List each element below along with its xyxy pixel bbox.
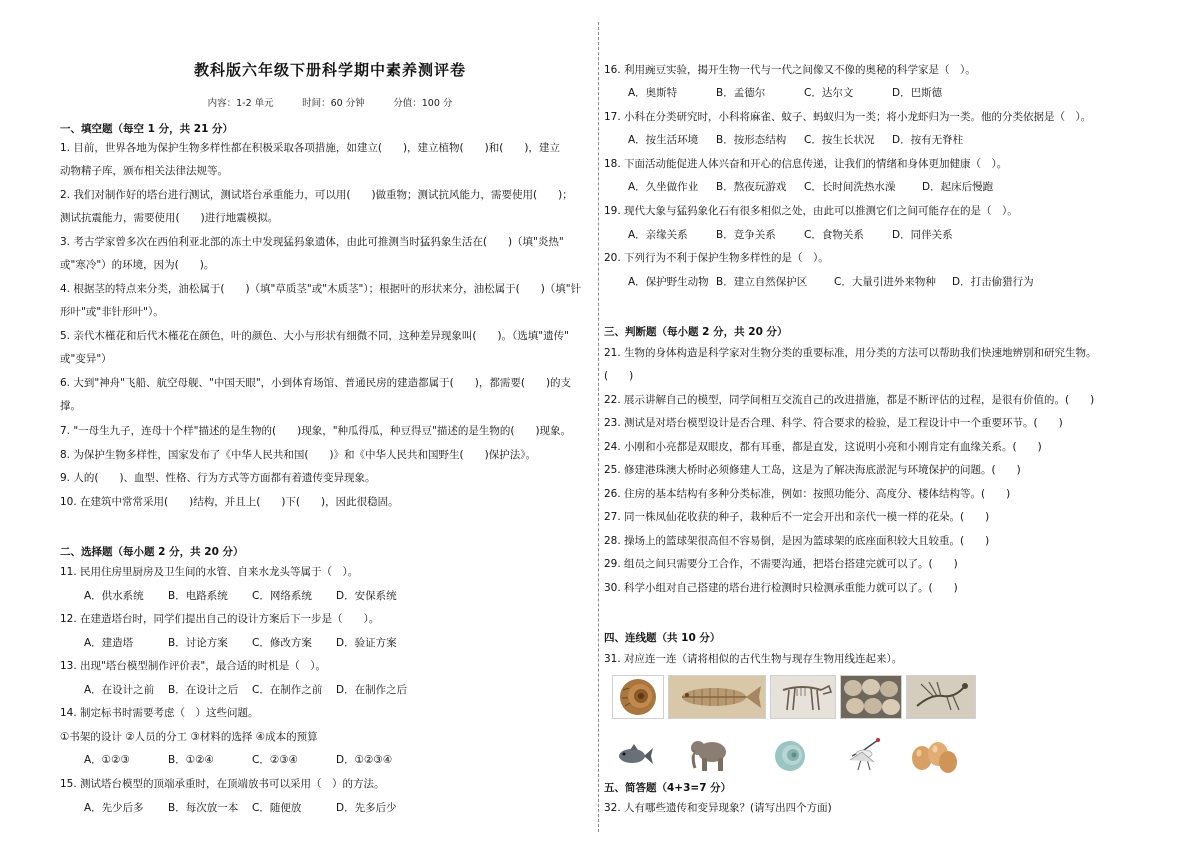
left-column — [60, 0, 600, 849]
section-judge-heading: 三、判断题（每小题 2 分，共 20 分） — [604, 326, 788, 338]
option: C．食物关系 — [804, 229, 864, 241]
question-11-options — [60, 589, 600, 603]
option: B．熬夜玩游戏 — [716, 181, 787, 193]
option: A．久坐做作业 — [628, 181, 699, 193]
question-25: 25. 修建港珠澳大桥时必须修建人工岛，这是为了解决海底淤泥与环境保护的问题。( ) — [604, 464, 1021, 476]
option: C．长时间洗热水澡 — [804, 181, 896, 193]
question-19: 19. 现代大象与猛犸象化石有很多相似之处，由此可以推测它们之间可能存在的是（ ）。 — [604, 205, 1018, 217]
question-8: 8. 为保护生物多样性，国家发布了《中华人民共和国( )》和《中华人民共和国野生( )保护法》。 — [60, 449, 536, 461]
section-match-heading: 四、连线题（共 10 分） — [604, 632, 721, 644]
option: D．①②③④ — [336, 754, 393, 766]
question-7: 7. "一母生九子，连母十个样"描述的是生物的( )现象，"种瓜得瓜，种豆得豆"描述的是生物的( )现象。 — [60, 425, 572, 437]
elephant-icon — [690, 736, 730, 774]
option: B．电路系统 — [168, 590, 228, 602]
question-9: 9. 人的( )、血型、性格、行为方式等方面都有着遗传变异现象。 — [60, 472, 376, 484]
question-3: 3. 考古学家曾多次在西伯利亚北部的冻土中发现猛犸象遗体，由此可推测当时猛犸象生活在( )（填"炎热" — [60, 236, 564, 248]
option: B．在设计之后 — [168, 684, 239, 696]
option: A．在设计之前 — [84, 684, 155, 696]
question-14: 14. 制定标书时需要考虑（ ）这些问题。 — [60, 707, 259, 719]
question-20: 20. 下列行为不利于保护生物多样性的是（ ）。 — [604, 252, 829, 264]
question-19-options — [604, 228, 1144, 242]
question-5: 5. 亲代木槿花和后代木槿花在颜色，叶的颜色、大小与形状有细微不同，这种差异现象叫( )。（选填"遗传" — [60, 330, 569, 342]
option: C．网络系统 — [252, 590, 312, 602]
question-30: 30. 科学小组对自己搭建的塔台进行检测时只检测承重能力就可以了。( ) — [604, 582, 958, 594]
ammonite-fossil-icon — [612, 675, 664, 719]
question-27: 27. 同一株凤仙花收获的种子，栽种后不一定会开出和亲代一模一样的花朵。( ) — [604, 511, 990, 523]
question-31: 31. 对应连一连（请将相似的古代生物与现存生物用线连起来）。 — [604, 653, 903, 665]
option: C．按生长状况 — [804, 134, 875, 146]
question-28: 28. 操场上的篮球架很高但不容易倒，是因为篮球架的底座面积较大且较重。( ) — [604, 535, 990, 547]
question-16-options — [604, 86, 1144, 100]
section-fill-heading: 一、填空题（每空 1 分，共 21 分） — [60, 123, 234, 135]
question-18-options — [604, 180, 1144, 194]
question-13-options — [60, 683, 600, 697]
option: D．验证方案 — [336, 637, 397, 649]
question-5-cont: 或"变异"） — [60, 353, 112, 365]
option: C．②③④ — [252, 754, 299, 766]
question-14-options — [60, 753, 600, 767]
question-15-options — [60, 801, 600, 815]
option: C．在制作之前 — [252, 684, 323, 696]
question-22: 22. 展示讲解自己的模型，同学间相互交流自己的改进措施，都是不断评估的过程，是很有价值的。( ) — [604, 394, 1095, 406]
page-title: 教科版六年级下册科学期中素养测评卷 — [193, 61, 466, 79]
question-21-cont: ( ) — [604, 370, 634, 382]
question-13: 13. 出现"塔台模型制作评价表"，最合适的时机是（ ）。 — [60, 660, 326, 672]
option: D．在制作之后 — [336, 684, 408, 696]
option: D．巴斯德 — [892, 87, 943, 99]
question-10: 10. 在建筑中常常采用( )结构，并且上( )下( )，因此很稳固。 — [60, 496, 399, 508]
option: D．同伴关系 — [892, 229, 953, 241]
option: B．孟德尔 — [716, 87, 766, 99]
option: D．按有无脊柱 — [892, 134, 964, 146]
question-2: 2. 我们对制作好的塔台进行测试，测试塔台承重能力，可以用( )做重物；测试抗风能力，需要使用( )； — [60, 189, 573, 201]
question-24: 24. 小刚和小亮都是双眼皮，都有耳垂，都是直发，这说明小亮和小刚肯定有血缘关系。( ) — [604, 441, 1042, 453]
question-12-options — [60, 636, 600, 650]
section-short-answer-heading: 五、简答题（4+3=7 分） — [604, 782, 732, 794]
question-11: 11. 民用住房里厨房及卫生间的水管、自来水龙头等属于（ ）。 — [60, 566, 359, 578]
question-23: 23. 测试是对塔台模型设计是否合理、科学、符合要求的检验，是工程设计中一个重要环节。( ) — [604, 417, 1063, 429]
question-20-options — [604, 275, 1144, 289]
option: A．按生活环境 — [628, 134, 699, 146]
option: C．达尔文 — [804, 87, 854, 99]
exam-info: 内容：1-2 单元 时间：60 分钟 分值：100 分 — [207, 98, 453, 109]
question-15: 15. 测试塔台模型的顶端承重时，在顶端放书可以采用（ ）的方法。 — [60, 778, 385, 790]
option: A．①②③ — [84, 754, 130, 766]
question-17-options — [604, 133, 1144, 147]
question-18: 18. 下面活动能促进人体兴奋和开心的信息传递，让我们的情绪和身体更加健康（ ）。 — [604, 158, 1008, 170]
option: B．竞争关系 — [716, 229, 776, 241]
option: A．亲缘关系 — [628, 229, 688, 241]
option: D．打击偷猎行为 — [952, 276, 1034, 288]
option: B．每次放一本 — [168, 802, 239, 814]
option: C．随便放 — [252, 802, 302, 814]
crane-bird-icon — [848, 736, 882, 774]
dinosaur-egg-fossils-icon — [840, 675, 902, 719]
option: B．①②④ — [168, 754, 214, 766]
question-2-cont: 测试抗震能力，需要使用( )进行地震模拟。 — [60, 212, 279, 224]
question-14-items: ①书架的设计 ②人员的分工 ③材料的选择 ④成本的预算 — [60, 731, 318, 743]
question-1: 1. 目前，世界各地为保护生物多样性都在积极采取各项措施，如建立( )，建立植物( )和( )，建立 — [60, 142, 560, 154]
question-3-cont: 或"寒冷"）的环境，因为( )。 — [60, 259, 215, 271]
option: A．奥斯特 — [628, 87, 678, 99]
option: A．供水系统 — [84, 590, 144, 602]
option: A．保护野生动物 — [628, 276, 709, 288]
snail-shell-icon — [770, 738, 810, 774]
option: C．大量引进外来物种 — [834, 276, 936, 288]
question-21: 21. 生物的身体构造是科学家对生物分类的重要标准，用分类的方法可以帮助我们快速地辨别和研究生物。 — [604, 347, 1097, 359]
option: D．安保系统 — [336, 590, 397, 602]
question-1-cont: 动物精子库，颁布相关法律法规等。 — [60, 165, 228, 177]
option: D．先多后少 — [336, 802, 397, 814]
bird-fossil-icon — [906, 675, 976, 719]
question-4: 4. 根据茎的特点来分类，油松属于( )（填"草质茎"或"木质茎"）；根据叶的形状来分，油松属于( )（填"针 — [60, 283, 582, 295]
eggs-icon — [910, 738, 958, 774]
question-29: 29. 组员之间只需要分工合作，不需要沟通，把塔台搭建完就可以了。( ) — [604, 558, 958, 570]
question-32: 32. 人有哪些遗传和变异现象？(请写出四个方面) — [604, 802, 832, 814]
fish-fossil-icon — [668, 675, 766, 719]
question-6: 6. 大到"神舟"飞船、航空母舰、"中国天眼"，小到体育场馆、普通民房的建造都属于( )，都需要( )的支 — [60, 377, 572, 389]
question-16: 16. 利用豌豆实验，揭开生物一代与一代之间像又不像的奥秘的科学家是（ ）。 — [604, 64, 976, 76]
section-choice-heading: 二、选择题（每小题 2 分，共 20 分） — [60, 546, 244, 558]
fish-icon — [614, 740, 654, 772]
option: B．讨论方案 — [168, 637, 228, 649]
option: A．建造塔 — [84, 637, 134, 649]
question-17: 17. 小科在分类研究时，小科将麻雀、蚊子、蚂蚁归为一类；将小龙虾归为一类。他的分类依据是（ ）。 — [604, 111, 1092, 123]
question-26: 26. 住房的基本结构有多种分类标准，例如：按照功能分、高度分、楼体结构等。( ) — [604, 488, 1011, 500]
option: B．按形态结构 — [716, 134, 787, 146]
option: A．先少后多 — [84, 802, 144, 814]
option: C．修改方案 — [252, 637, 312, 649]
right-column — [604, 0, 1144, 849]
question-4-cont: 形叶"或"非针形叶"）。 — [60, 306, 164, 318]
option: D．起床后慢跑 — [922, 181, 994, 193]
option: B．建立自然保护区 — [716, 276, 808, 288]
question-6-cont: 撑。 — [60, 400, 81, 412]
question-12: 12. 在建造塔台时，同学们提出自己的设计方案后下一步是（ ）。 — [60, 613, 380, 625]
animal-skeleton-fossil-icon — [770, 675, 836, 719]
